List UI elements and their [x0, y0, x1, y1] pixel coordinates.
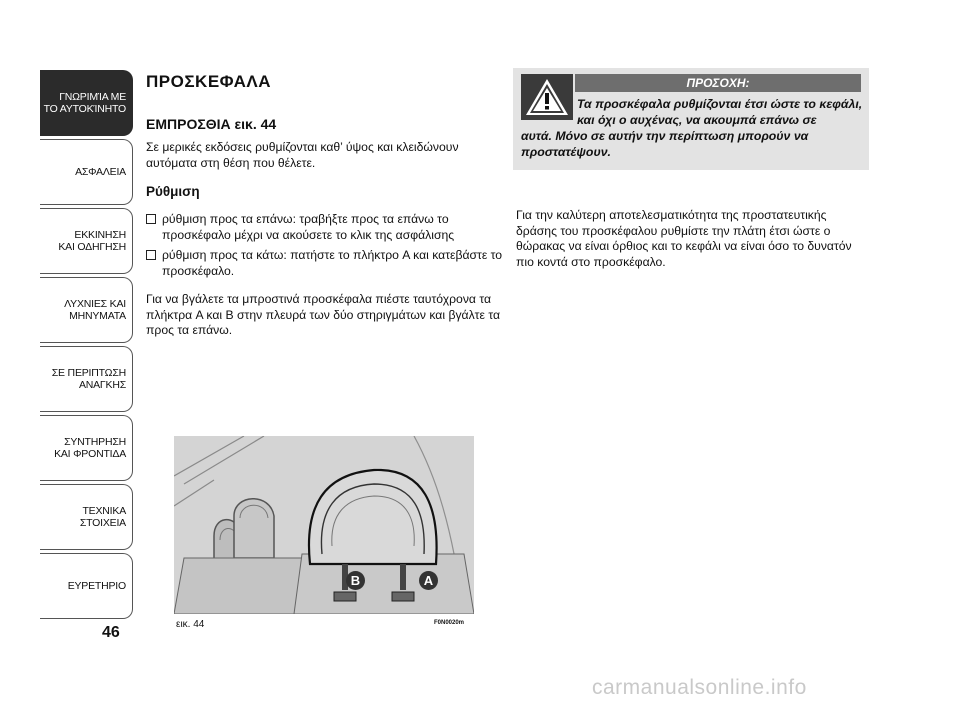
page-title: ΠΡΟΣΚΕΦΑΛΑ — [146, 72, 272, 91]
removal-paragraph: Για να βγάλετε τα μπροστινά προσκέφαλα πιέστε ταυτόχρονα τα πλήκτρα A και B στην πλευρά των δύο στηριγμάτων και βγάλτε τα προς τα επάνω. — [146, 292, 501, 337]
tab-technical-data[interactable] — [40, 484, 133, 550]
figure-caption: εικ. 44 — [176, 619, 205, 630]
section-title: ΕΜΠΡΟΣΘΙΑ εικ. 44 — [146, 116, 277, 132]
tab-starting-driving[interactable] — [40, 208, 133, 274]
tab-label: ΛΥΧΝΙΕΣ ΚΑΙ ΜΗΝΥΜΑΤΑ — [64, 298, 126, 322]
tab-index[interactable] — [40, 553, 133, 619]
list-item — [146, 212, 506, 243]
warning-title: ΠΡΟΣΟΧΗ: — [575, 74, 861, 92]
figure-code: F0N0020m — [434, 620, 465, 626]
warning-text-continued: αυτά. Μόνο σε αυτήν την περίπτωση μπορούν να προστατέψουν. — [521, 129, 809, 159]
tab-getting-to-know[interactable] — [40, 70, 133, 136]
list-item — [146, 248, 506, 279]
watermark: carmanualsonline.info — [592, 676, 807, 699]
tab-label: ΣΥΝΤΗΡΗΣΗ ΚΑΙ ΦΡΟΝΤΙΔΑ — [54, 436, 126, 460]
tab-label: ΣΕ ΠΕΡΙΠΤΩΣΗ ΑΝΑΓΚΗΣ — [51, 367, 126, 391]
list-item-text: ρύθμιση προς τα επάνω: τραβήξτε προς τα επάνω το προσκέφαλο μέχρι να ακούσετε το κλικ της ασφάλισης — [162, 212, 455, 242]
tab-emergency[interactable] — [40, 346, 133, 412]
tab-label: ΤΕΧΝΙΚΑ ΣΤΟΙΧΕΙΑ — [79, 505, 126, 529]
subsection-title: Ρύθμιση — [146, 184, 200, 199]
tab-label: ΓΝΩΡΙΜΊΑ ΜΕ ΤΟ ΑΥΤΟΚΊΝΗΤΟ — [43, 91, 126, 115]
page-number: 46 — [102, 624, 120, 641]
headrest-illustration — [174, 436, 474, 614]
warning-text: Τα προσκέφαλα ρυθμίζονται έτσι ώστε το κεφάλι, και όχι ο αυχένας, να ακουμπά επάνω σε — [577, 97, 863, 127]
label-b-marker: B — [346, 571, 365, 590]
tab-label: ΕΚΚΙΝΗΣΗ ΚΑΙ ΟΔΗΓΗΣΗ — [58, 229, 126, 253]
tab-label: ΑΣΦΑΛΕΙΑ — [75, 166, 126, 178]
intro-paragraph: Σε μερικές εκδόσεις ρυθμίζονται καθ’ ύψος και κλειδώνουν αυτόματα στη θέση που θέλετε. — [146, 140, 459, 170]
warning-box — [513, 68, 869, 170]
label-a-marker: A — [419, 571, 438, 590]
tab-safety[interactable] — [40, 139, 133, 205]
warning-triangle-icon — [521, 74, 573, 120]
tab-label: ΕΥΡΕΤΗΡΙΟ — [67, 580, 126, 592]
list-item-text: ρύθμιση προς τα κάτω: πατήστε το πλήκτρο A και κατεβάστε το προσκέφαλο. — [162, 248, 503, 278]
checkbox-bullet-icon — [146, 214, 156, 224]
checkbox-bullet-icon — [146, 250, 156, 260]
bullet-list — [146, 212, 506, 279]
tab-lights-messages[interactable] — [40, 277, 133, 343]
tab-maintenance[interactable] — [40, 415, 133, 481]
seatback-advice: Για την καλύτερη αποτελεσματικότητα της προστατευτικής δράσης του προσκέφαλου ρυθμίστε την πλάτη έτσι ώστε ο θώρακας να είναι όρθιος και το κεφάλι να είναι όσο το δυνατόν πιο κοντά στο προσκέφαλο. — [516, 208, 852, 269]
